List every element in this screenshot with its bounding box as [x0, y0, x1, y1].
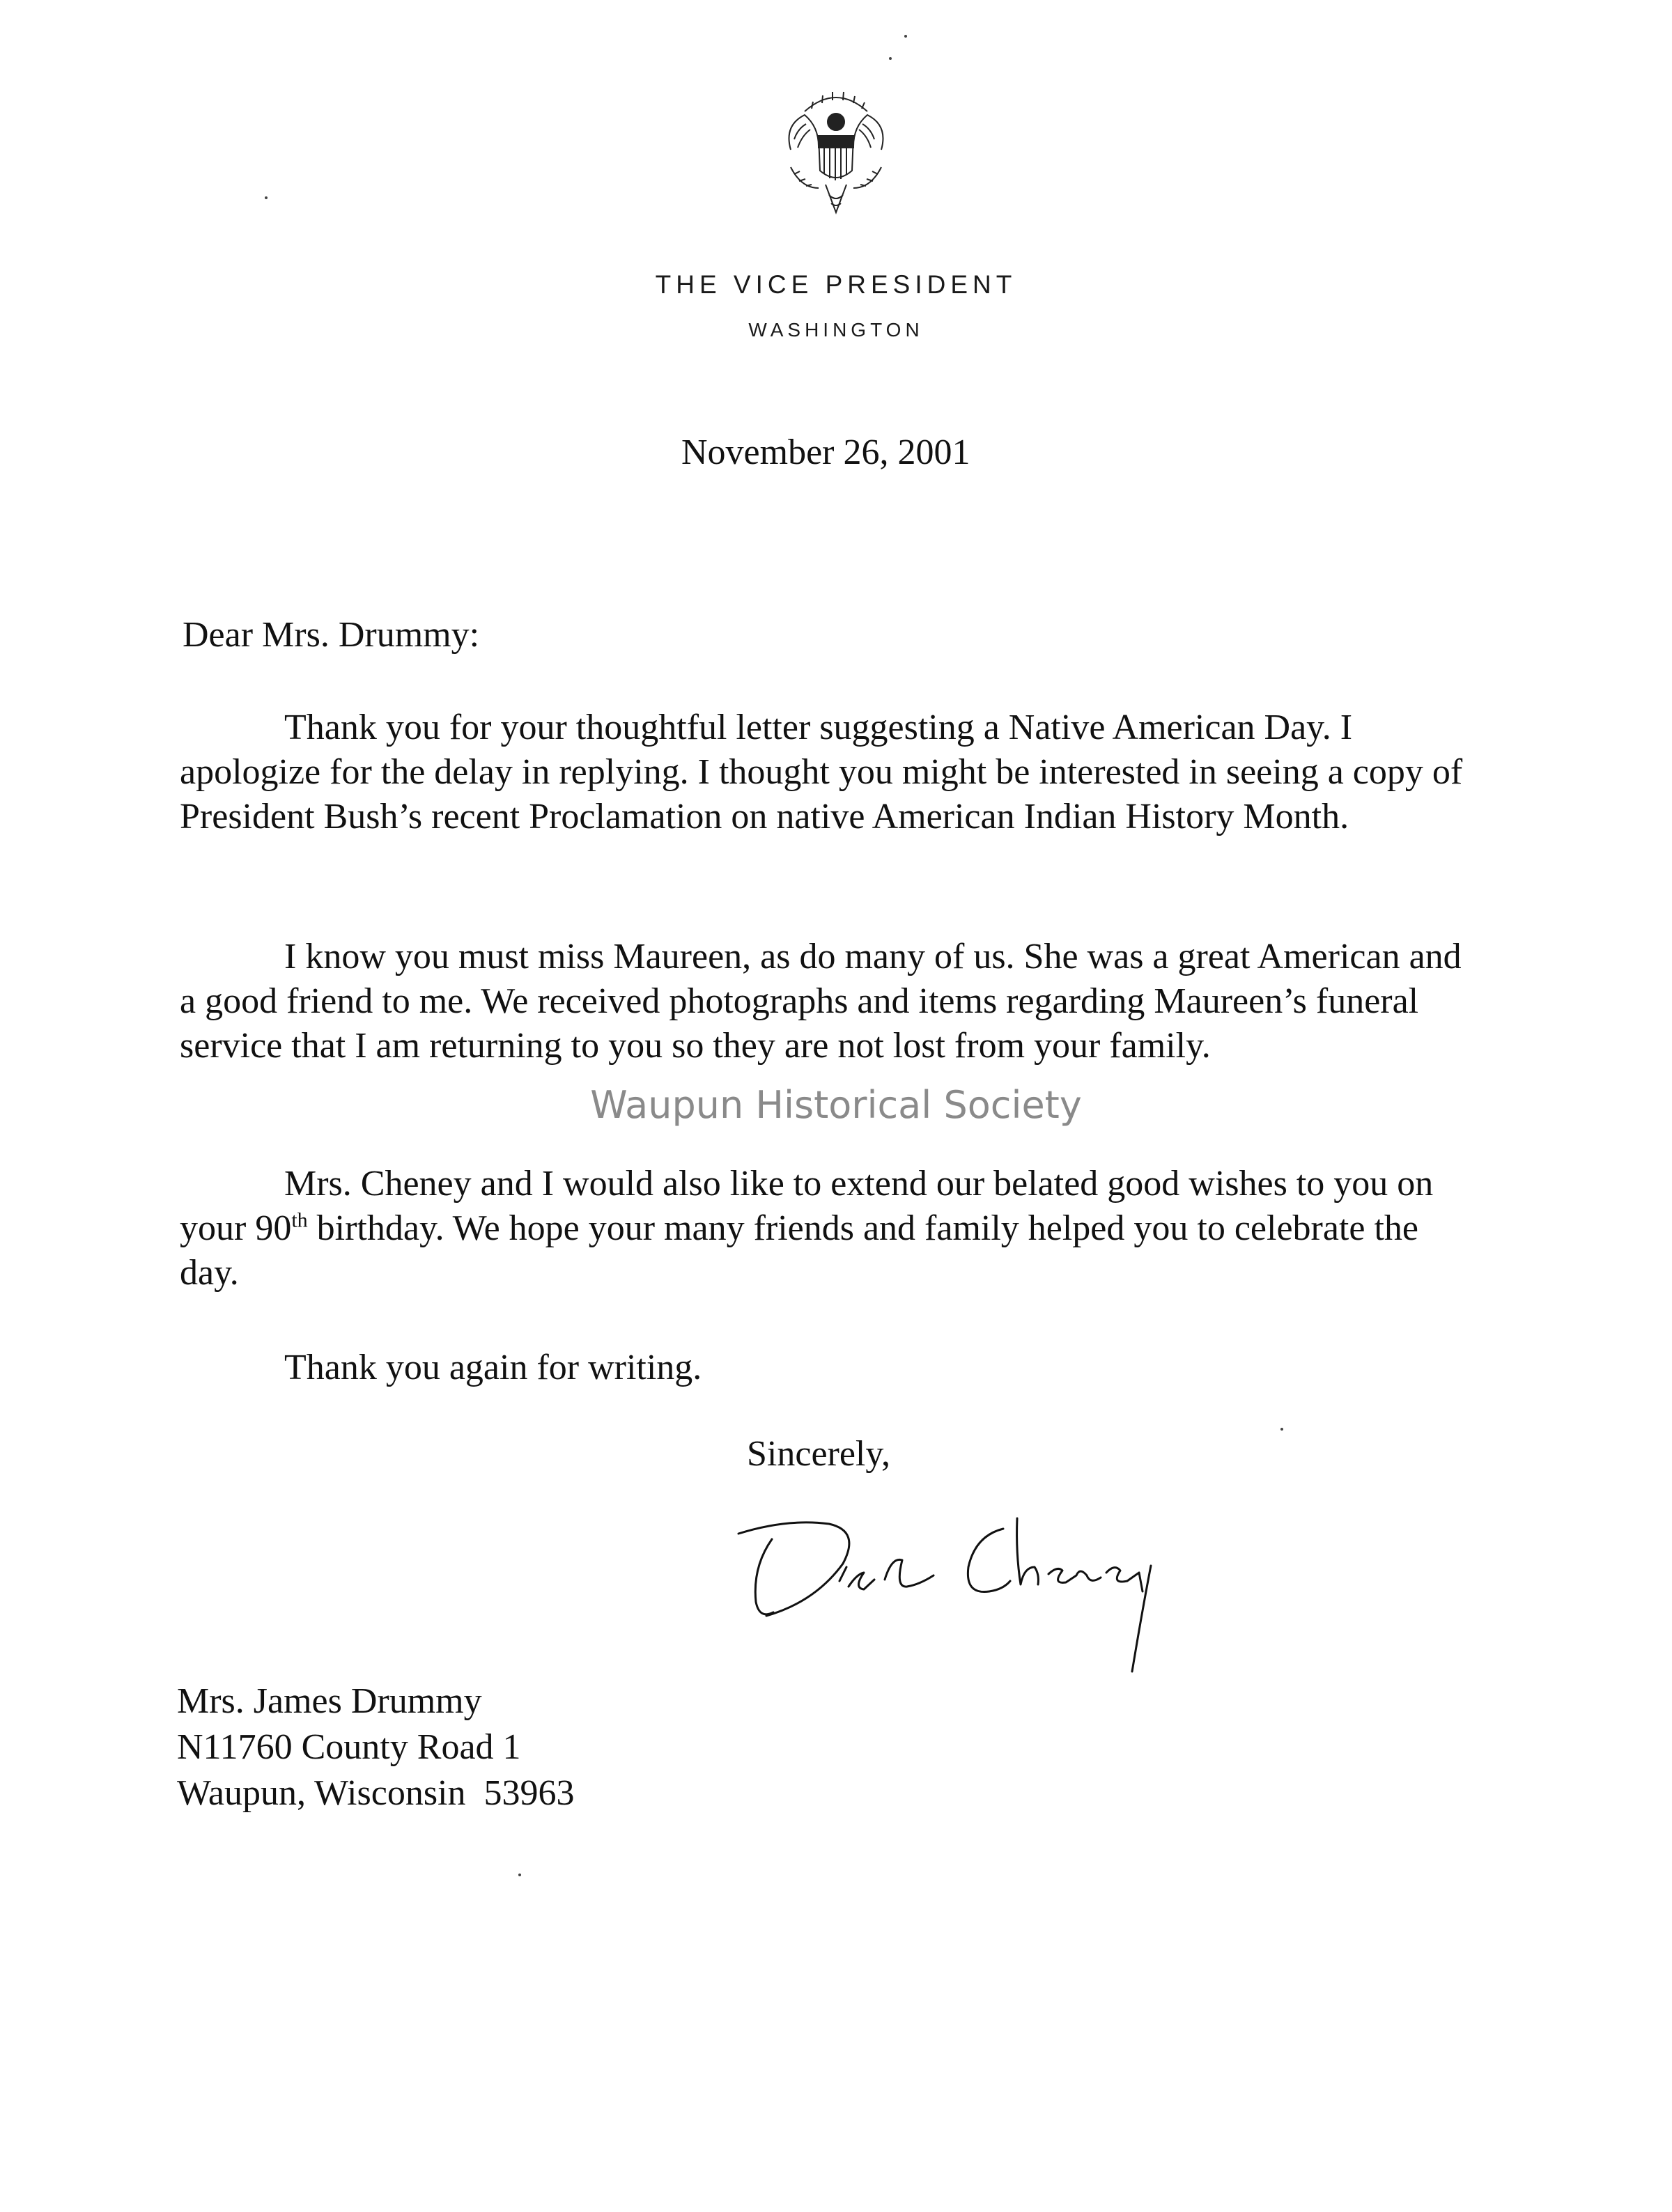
address-line-3: Waupun, Wisconsin 53963 — [177, 1773, 575, 1813]
scan-speck — [904, 35, 907, 38]
paragraph-1: Thank you for your thoughtful letter suggesting a Native American Day. I apologize for the delay in replying. I thought you might be interested in seeing a copy of President Bush’s recent Proclamation on native American Indian History Month. — [180, 708, 1463, 836]
paragraph-3-text-end: birthday. We hope your many friends and family helped you to celebrate the day. — [180, 1208, 1418, 1293]
scan-speck — [518, 1874, 521, 1876]
letter-date: November 26, 2001 — [681, 433, 970, 472]
address-line-2: N11760 County Road 1 — [177, 1727, 521, 1767]
signature — [725, 1497, 1212, 1727]
paragraph-3 — [180, 1162, 1476, 1295]
scan-speck — [889, 57, 892, 60]
vice-presidential-seal-icon — [763, 84, 909, 223]
paragraph-2: I know you must miss Maureen, as do many of us. She was a great American and a good friend to me. We received photographs and items regarding Maureen’s funeral service that I am returning to you so they are not lost from your family. — [180, 937, 1462, 1066]
address-line-1: Mrs. James Drummy — [177, 1681, 482, 1721]
letterhead-title: THE VICE PRESIDENT — [655, 270, 1017, 299]
closing: Sincerely, — [747, 1434, 890, 1474]
ordinal-suffix: th — [291, 1208, 308, 1232]
salutation: Dear Mrs. Drummy: — [183, 615, 480, 655]
recipient-address — [177, 1679, 575, 1816]
watermark: Waupun Historical Society — [590, 1083, 1082, 1127]
letterhead-city: WASHINGTON — [748, 319, 924, 341]
paragraph-3-text-start: Mrs. Cheney and I would also like to extend our belated good wishes to you on your 90 — [180, 1164, 1434, 1248]
scan-speck — [1280, 1428, 1283, 1431]
scan-speck — [265, 196, 268, 199]
paragraph-4: Thank you again for writing. — [284, 1348, 702, 1387]
